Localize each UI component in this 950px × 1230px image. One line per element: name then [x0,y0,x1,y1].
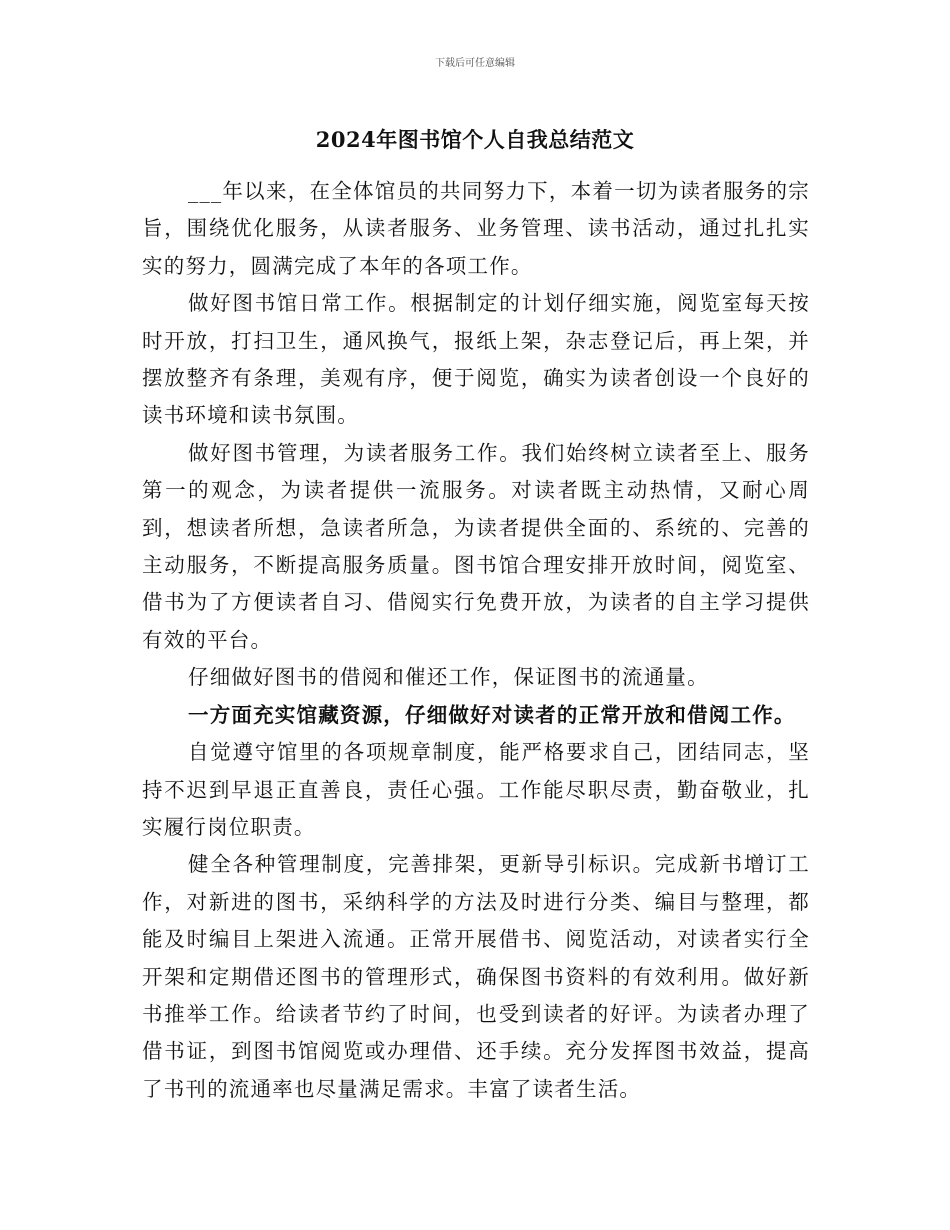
paragraph-discipline: 自觉遵守馆里的各项规章制度，能严格要求自己，团结同志，坚持不迟到早退正直善良，责任心强。工作能尽职尽责，勤奋敬业，扎实履行岗位职责。 [142,740,810,839]
document-body [142,173,810,1108]
page-header-note: 下载后可任意编辑 [435,58,515,69]
paragraph-management-system: 健全各种管理制度，完善排架，更新导引标识。完成新书增订工作，对新进的图书，采纳科学的方法及时进行分类、编目与整理，都能及时编目上架进入流通。正常开展借书、阅览活动，对读者实行全开架和定期借还图书的管理形式，确保图书资料的有效利用。做好新书推举工作。给读者节约了时间，也受到读者的好评。为读者办理了借书证，到图书馆阅览或办理借、还手续。充分发挥图书效益，提高了书刊的流通率也尽量满足需求。丰富了读者生活。 [142,852,810,1101]
document-title: 2024年图书馆个人自我总结范文 [315,127,635,152]
paragraph-intro: ___年以来，在全体馆员的共同努力下，本着一切为读者服务的宗旨，围绕优化服务，从读者服务、业务管理、读书活动，通过扎扎实实的努力，圆满完成了本年的各项工作。 [142,179,810,278]
paragraph-book-management: 做好图书管理，为读者服务工作。我们始终树立读者至上、服务第一的观念，为读者提供一流服务。对读者既主动热情，又耐心周到，想读者所想，急读者所急，为读者提供全面的、系统的、完善的主动服务，不断提高服务质量。图书馆合理安排开放时间，阅览室、借书为了方便读者自习、借阅实行免费开放，为读者的自主学习提供有效的平台。 [142,440,810,652]
paragraph-daily-work: 做好图书馆日常工作。根据制定的计划仔细实施，阅览室每天按时开放，打扫卫生，通风换气，报纸上架，杂志登记后，再上架，并摆放整齐有条理，美观有序，便于阅览，确实为读者创设一个良好的读书环境和读书氛围。 [142,291,810,428]
paragraph-collection-resources: 一方面充实馆藏资源，仔细做好对读者的正常开放和借阅工作。 [188,702,796,727]
paragraph-borrowing: 仔细做好图书的借阅和催还工作，保证图书的流通量。 [188,665,709,690]
